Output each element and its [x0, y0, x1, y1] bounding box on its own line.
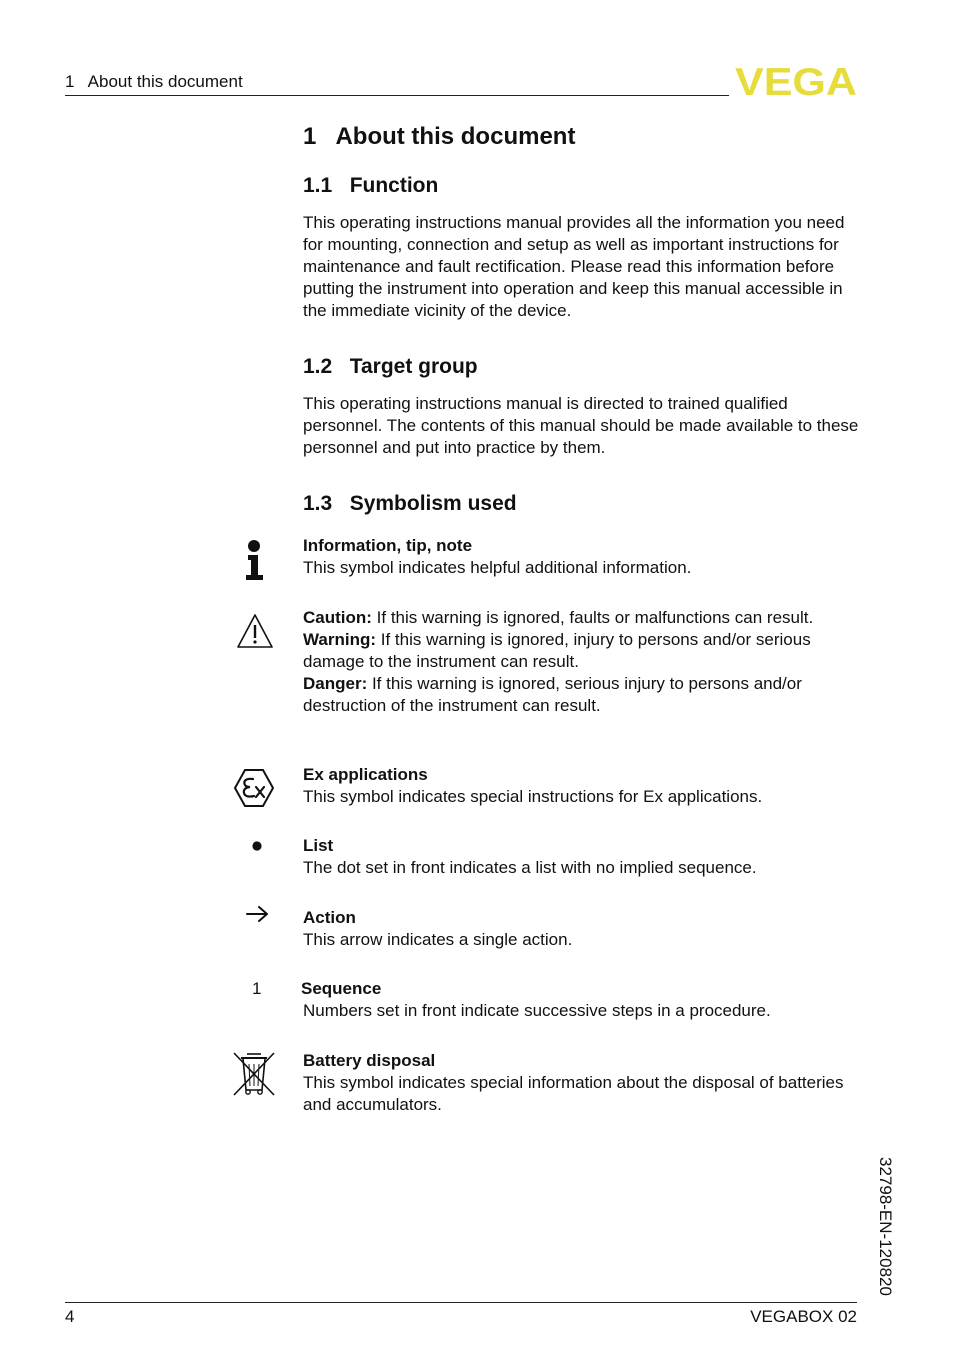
ex-symbol-entry — [303, 764, 863, 808]
target-group-paragraph: This operating instructions manual is directed to trained qualified personnel. The contents of this manual should be made available to these personnel and put into practice by them. — [303, 394, 859, 457]
danger-text: If this warning is ignored, serious injury to persons and/or destruction of the instrument can result. — [303, 674, 802, 715]
arrow-right-icon — [245, 904, 271, 924]
action-text: This arrow indicates a single action. — [303, 930, 573, 949]
chapter-title: 1 About this document — [303, 123, 576, 150]
ex-text: This symbol indicates special instructions for Ex applications. — [303, 787, 763, 806]
info-title: Information, tip, note — [303, 536, 473, 555]
danger-label: Danger: — [303, 674, 368, 693]
list-symbol-entry — [303, 835, 863, 879]
sequence-title: Sequence — [301, 979, 382, 998]
list-title: List — [303, 836, 334, 855]
warning-line — [303, 629, 863, 673]
ex-title: Ex applications — [303, 765, 428, 784]
product-name: VEGABOX 02 — [750, 1307, 857, 1326]
warning-label: Warning: — [303, 630, 377, 649]
warning-text: If this warning is ignored, injury to persons and/or serious damage to the instrument can result. — [303, 630, 811, 671]
section-heading-symbolism: 1.3 Symbolism used — [303, 492, 517, 515]
ex-hexagon-icon — [233, 768, 275, 808]
sequence-number-marker: 1 — [252, 979, 262, 998]
battery-symbol-entry — [303, 1050, 863, 1116]
running-header: 1 About this document — [65, 72, 243, 91]
sequence-text: Numbers set in front indicate successive steps in a procedure. — [303, 1001, 771, 1020]
info-symbol-entry — [303, 535, 863, 579]
function-paragraph: This operating instructions manual provides all the information you need for mounting, connection and setup as well as important instructions for maintenance and fault rectification. Please read this information before putting the instrument into operation and keep this manual accessible in the immediate vicinity of the device. — [303, 213, 845, 320]
svg-text:VEGA: VEGA — [735, 64, 857, 98]
battery-text: This symbol indicates special information about the disposal of batteries and accumulators. — [303, 1073, 844, 1114]
caution-label: Caution: — [303, 608, 372, 627]
section-heading-target-group: 1.2 Target group — [303, 355, 478, 378]
header-rule — [65, 95, 729, 96]
document-id: 32798-EN-120820 — [876, 1157, 895, 1296]
page-number: 4 — [65, 1307, 75, 1326]
action-symbol-entry — [303, 907, 863, 951]
danger-line — [303, 673, 863, 717]
info-text: This symbol indicates helpful additional information. — [303, 558, 692, 577]
action-title: Action — [303, 908, 356, 927]
vega-logo — [735, 64, 859, 98]
battery-title: Battery disposal — [303, 1051, 436, 1070]
list-text: The dot set in front indicates a list with no implied sequence. — [303, 858, 757, 877]
bullet-dot-icon — [251, 840, 263, 852]
warning-triangle-icon — [235, 612, 275, 650]
footer-rule — [65, 1302, 857, 1303]
sequence-symbol-entry — [303, 978, 863, 1022]
crossed-bin-icon — [231, 1050, 277, 1098]
caution-text: If this warning is ignored, faults or malfunctions can result. — [371, 608, 814, 627]
warning-symbol-entry — [303, 607, 863, 717]
info-icon — [243, 539, 267, 581]
caution-line — [303, 607, 863, 629]
section-heading-function: 1.1 Function — [303, 174, 439, 197]
